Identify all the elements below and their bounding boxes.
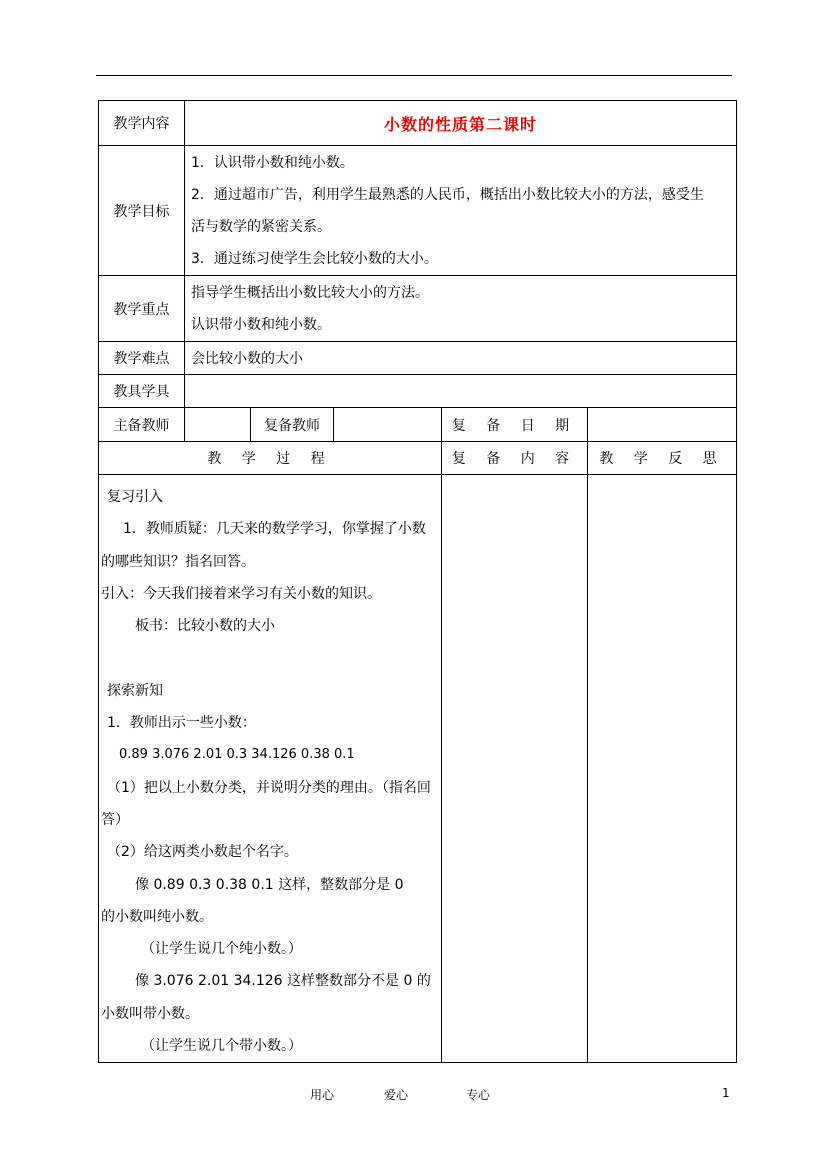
- process-line: 1．教师质疑：几天来的数学学习，你掌握了小数: [123, 521, 426, 538]
- page-number: 1: [722, 1086, 730, 1100]
- lesson-plan-table: [98, 100, 737, 1063]
- lesson-title: 小数的性质第二课时: [185, 101, 737, 146]
- process-line: （让学生说几个带小数。）: [141, 1038, 302, 1055]
- process-line: 探索新知: [107, 682, 163, 699]
- process-line: （让学生说几个纯小数。）: [141, 941, 302, 958]
- process-line: 小数叫带小数。: [101, 1005, 199, 1022]
- tools-text: [185, 375, 737, 408]
- focus-cell: [185, 276, 737, 342]
- review-content-cell: [442, 475, 588, 1063]
- process-line: （2）给这两类小数起个名字。: [107, 844, 298, 861]
- reflection-cell: [588, 475, 737, 1063]
- focus-label: 教学重点: [99, 276, 185, 342]
- process-line: 1．教师出示一些小数：: [107, 715, 256, 732]
- goal-line: 3．通过练习使学生会比较小数的大小。: [191, 250, 438, 267]
- process-header: 教 学 过 程: [99, 442, 442, 475]
- footer-right: 专心: [466, 1088, 491, 1102]
- goals-cell: [185, 146, 737, 276]
- difficulty-label: 教学难点: [99, 342, 185, 375]
- process-line: 板书：比较小数的大小: [135, 618, 275, 635]
- review-teacher-label: 复备教师: [251, 408, 334, 442]
- process-line: 引入：今天我们接着来学习有关小数的知识。: [101, 585, 381, 602]
- process-cell: [99, 475, 442, 1063]
- process-line: 答）: [101, 811, 129, 828]
- goals-label: 教学目标: [99, 146, 185, 276]
- header-rule: [96, 75, 732, 76]
- tools-label: 教具学具: [99, 375, 185, 408]
- process-line: 像 0.89 0.3 0.38 0.1 这样，整数部分是 0: [135, 876, 404, 893]
- process-line: 的哪些知识？指名回答。: [101, 553, 255, 570]
- goal-line: 2．通过超市广告，利用学生最熟悉的人民币，概括出小数比较大小的方法，感受生: [191, 186, 704, 203]
- process-line: 的小数叫纯小数。: [101, 908, 213, 925]
- footer-middle: 爱心: [384, 1088, 409, 1102]
- focus-line: 认识带小数和纯小数。: [191, 316, 331, 333]
- focus-line: 指导学生概括出小数比较大小的方法。: [191, 284, 429, 301]
- content-label: 教学内容: [99, 101, 185, 146]
- main-teacher-value: [185, 408, 251, 442]
- review-date-value: [588, 408, 737, 442]
- goal-line: 活与数学的紧密关系。: [191, 218, 331, 235]
- review-content-header: 复 备 内 容: [442, 442, 588, 475]
- footer-left: 用心: [310, 1088, 335, 1102]
- process-line: 像 3.076 2.01 34.126 这样整数部分不是 0 的: [135, 973, 431, 990]
- goal-line: 1．认识带小数和纯小数。: [191, 154, 354, 171]
- review-teacher-value: [334, 408, 442, 442]
- process-line: 0.89 3.076 2.01 0.3 34.126 0.38 0.1: [119, 747, 355, 763]
- process-line: [99, 642, 441, 674]
- difficulty-text: 会比较小数的大小: [185, 342, 737, 375]
- review-date-label: 复 备 日 期: [442, 408, 588, 442]
- main-teacher-label: 主备教师: [99, 408, 185, 442]
- reflection-header: 教 学 反 思: [588, 442, 737, 475]
- process-line: 复习引入: [107, 489, 163, 505]
- process-line: （1）把以上小数分类，并说明分类的理由。（指名回: [107, 779, 431, 796]
